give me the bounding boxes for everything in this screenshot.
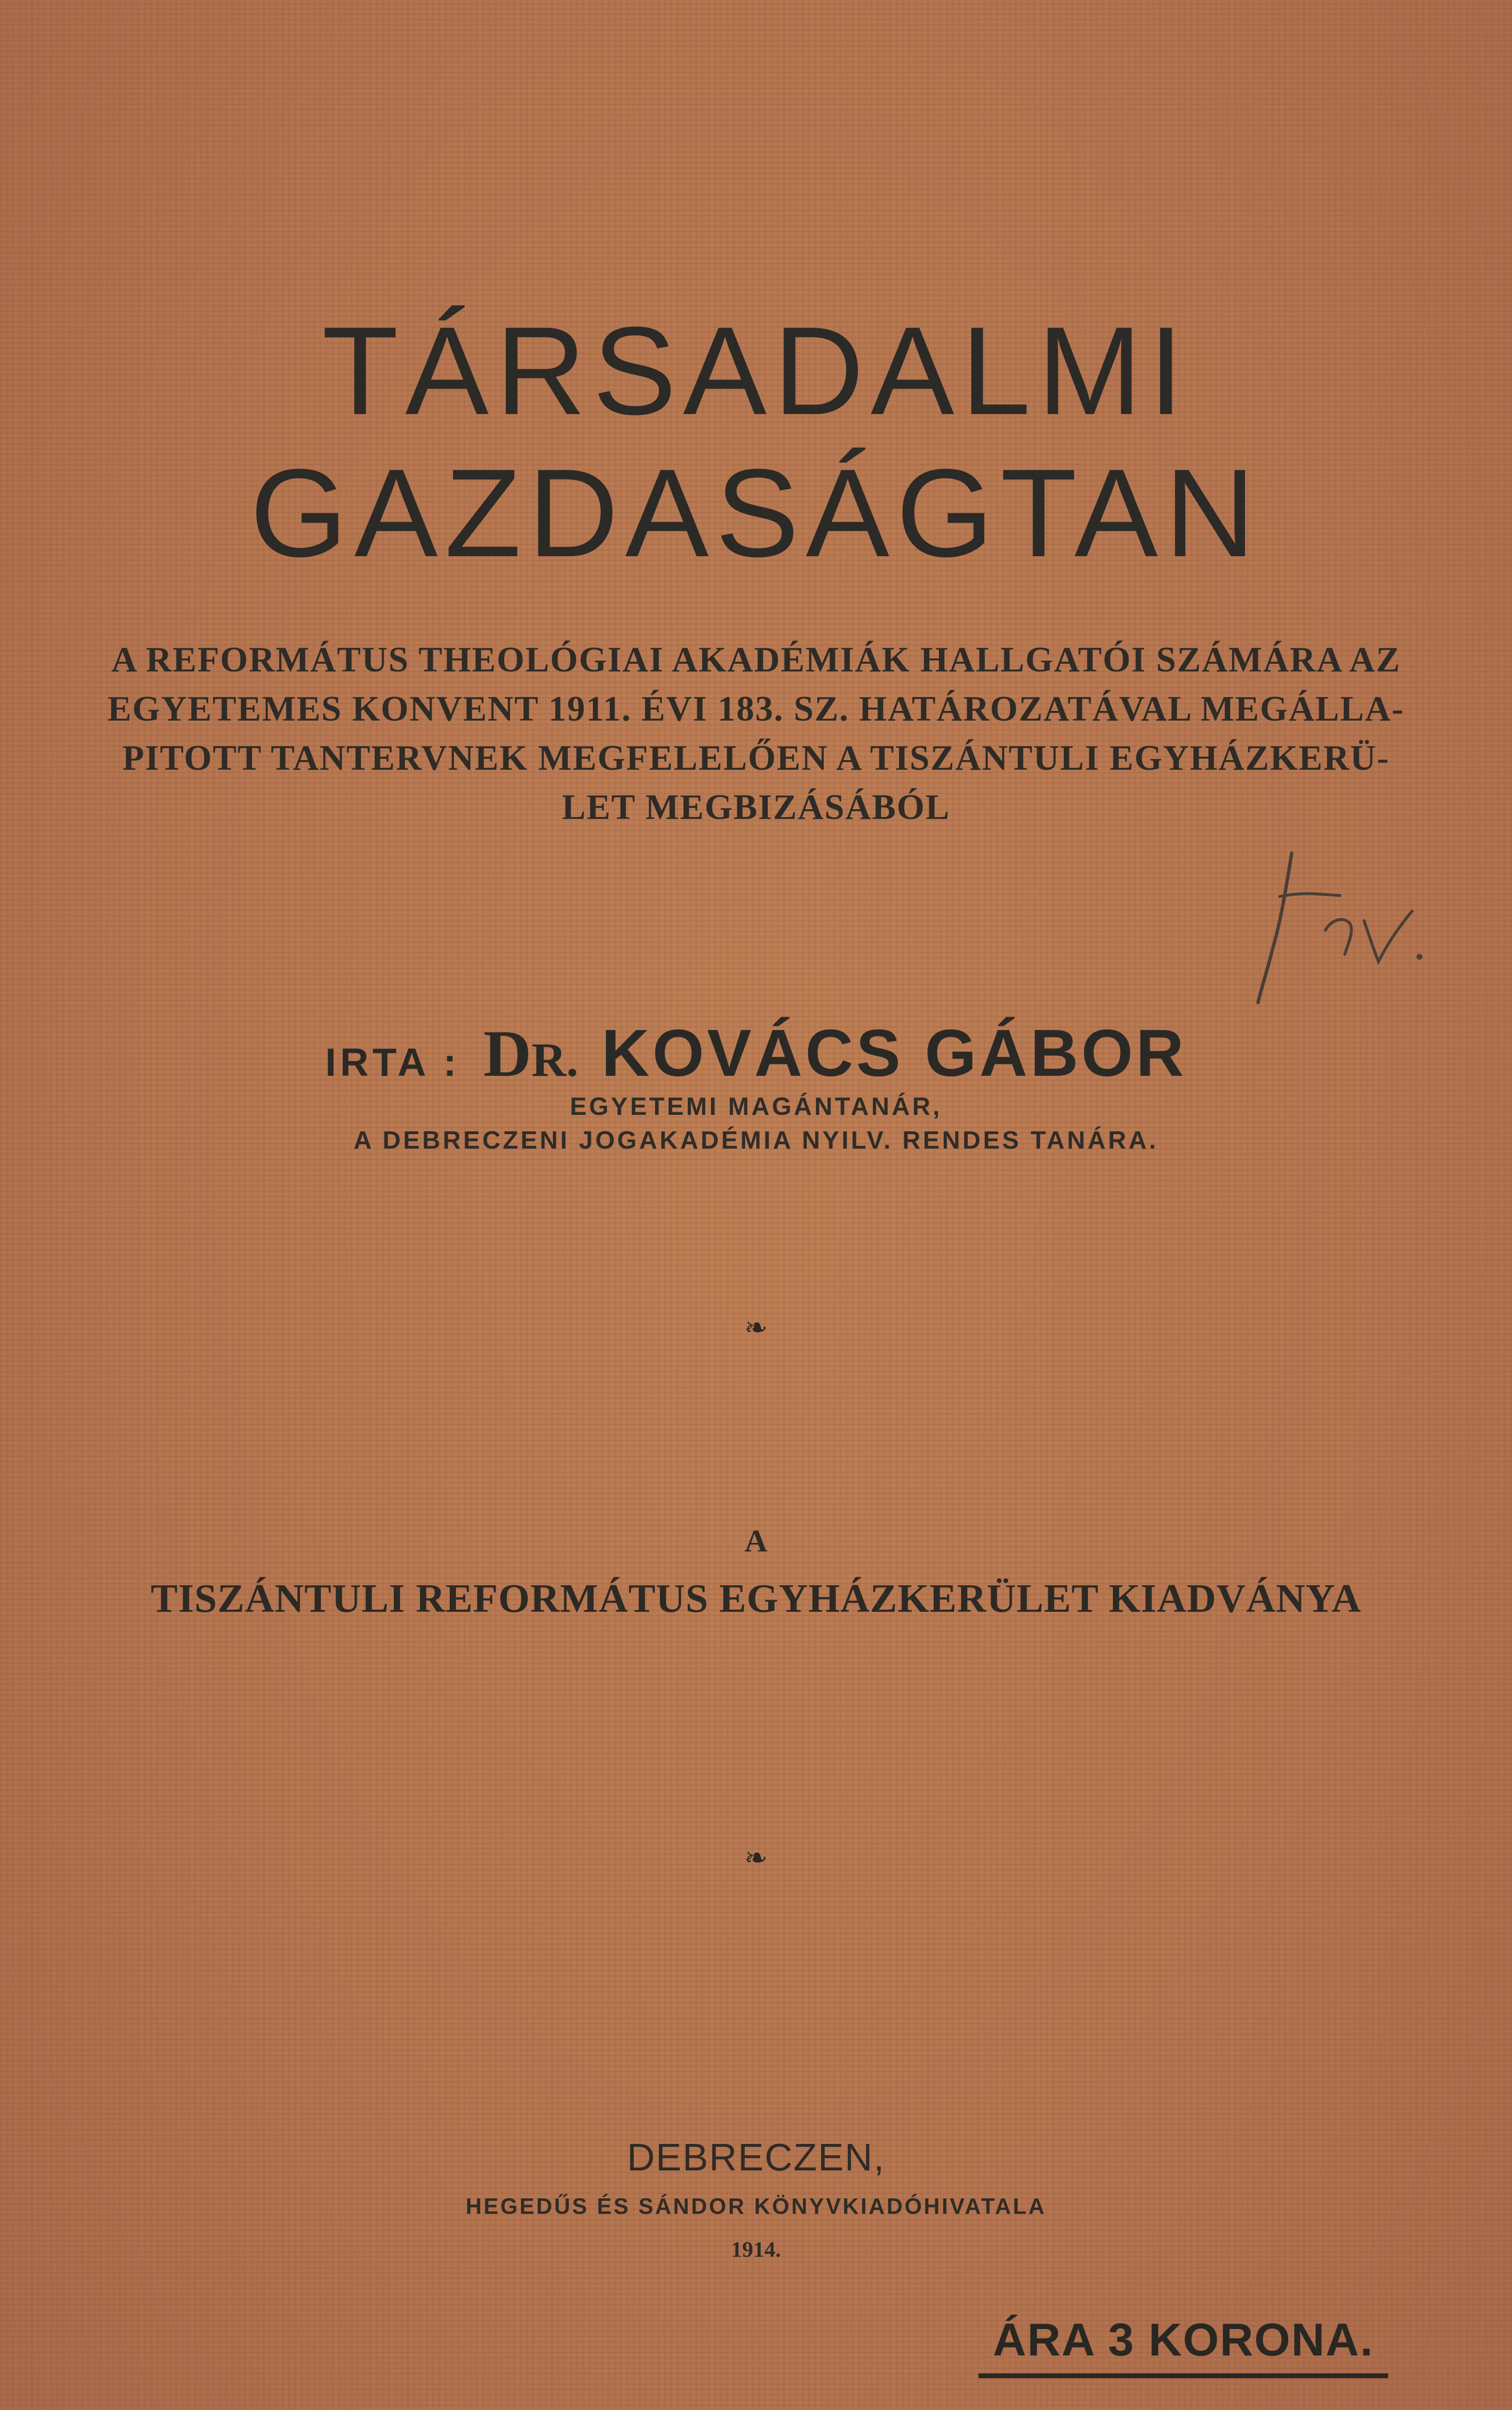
book-title-line-1: TÁRSADALMI (321, 301, 1191, 441)
author-title-r: R. (531, 1033, 578, 1086)
price-label: ÁRA 3 KORONA. (978, 2314, 1388, 2378)
imprint-press: HEGEDŰS ÉS SÁNDOR KÖNYVKIADÓHIVATALA (466, 2194, 1046, 2219)
imprint-city: DEBRECZEN, (627, 2136, 885, 2179)
ornament-icon: ❧ (744, 1311, 768, 1344)
author-affiliation-line-1: EGYETEMI MAGÁNTANÁR, (570, 1093, 942, 1121)
imprint-year: 1914. (731, 2237, 781, 2262)
author-label: IRTA : (325, 1041, 460, 1084)
ornament-icon-2: ❧ (744, 1841, 768, 1874)
subtitle-line-1: A REFORMÁTUS THEOLÓGIAI AKADÉMIÁK HALLGATÓI SZÁMÁRA AZ (111, 640, 1401, 680)
author-name: KOVÁCS GÁBOR (601, 1016, 1187, 1090)
handwritten-signature-icon (1234, 839, 1436, 1041)
book-title-line-2: GAZDASÁGTAN (250, 443, 1262, 583)
author-title-d: D (483, 1017, 532, 1090)
publisher-article: A (744, 1524, 768, 1559)
author-affiliation-line-2: A DEBRECZENI JOGAKADÉMIA NYILV. RENDES TANÁRA. (353, 1126, 1159, 1154)
subtitle-line-4: LET MEGBIZÁSÁBÓL (562, 788, 950, 827)
publisher-name: TISZÁNTULI REFORMÁTUS EGYHÁZKERÜLET KIADVÁNYA (150, 1576, 1362, 1621)
author-line (0, 1017, 1512, 1089)
subtitle-line-3: PITOTT TANTERVNEK MEGFELELŐEN A TISZÁNTULI EGYHÁZKERÜ- (122, 738, 1390, 778)
subtitle-line-2: EGYETEMES KONVENT 1911. ÉVI 183. SZ. HATÁROZATÁVAL MEGÁLLA- (107, 689, 1405, 729)
